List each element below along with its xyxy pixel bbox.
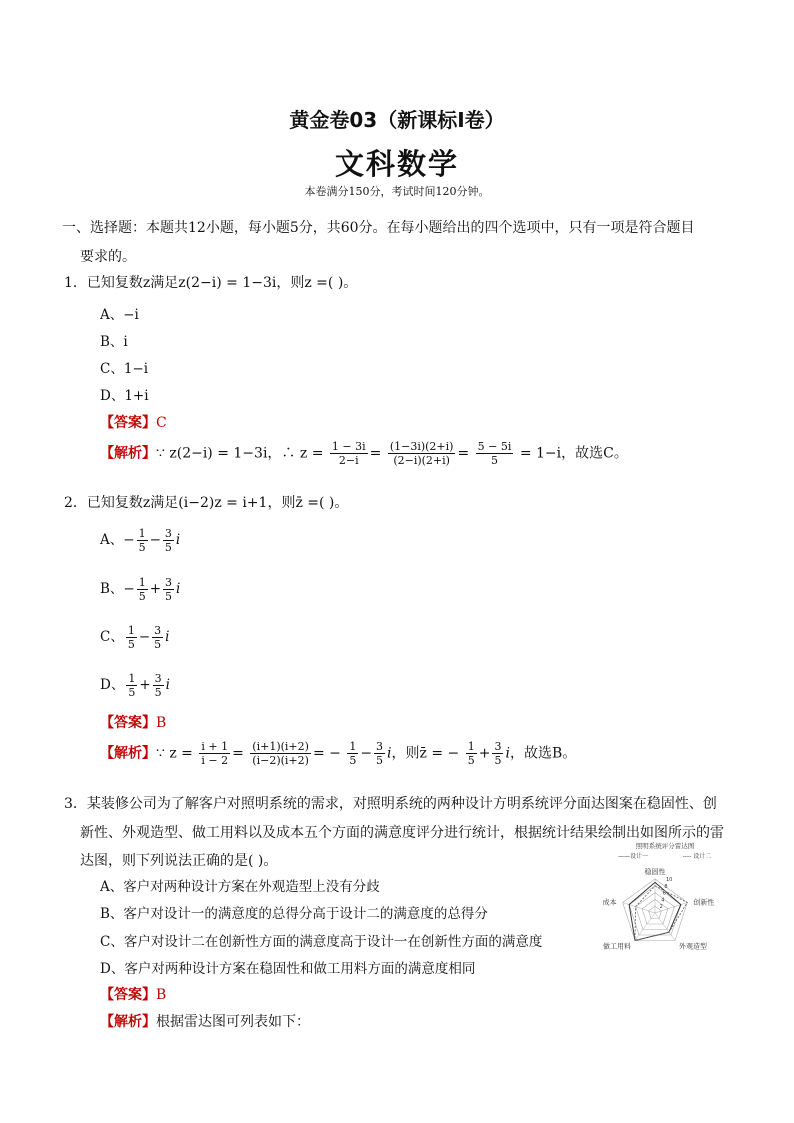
question-3-stem-3: 达图，则下列说法正确的是( )。: [80, 853, 278, 869]
fraction: $\frac{1 - 3i}{2-i}$: [331, 440, 366, 467]
q1-option-d: D、1+i: [100, 388, 149, 404]
analysis-label: 【解析】: [100, 745, 156, 762]
axis-label: 外观造型: [678, 942, 707, 951]
analysis-label: 【解析】: [100, 1014, 156, 1030]
question-3-stem-1: 3．某装修公司为了解客户对照明系统的需求，对照明系统的两种设计方明系统评分面达图案在稳固性、创: [64, 796, 717, 812]
legend-entry: ——设计一: [617, 853, 649, 860]
q2-option-c: C、 $\frac{1}{5}$ − $\frac{3}{5}$ i: [100, 624, 170, 651]
q3-option-c: C、客户对设计二在创新性方面的满意度高于设计一在创新性方面的满意度: [100, 934, 543, 950]
exam-subtitle: 文科数学: [334, 147, 459, 181]
q3-option-b: B、客户对设计一的满意度的总得分高于设计二的满意度的总得分: [100, 906, 488, 922]
fraction: $\frac{(1-3i)(2+i)}{(2-i)(2+i)}$: [389, 440, 454, 467]
tick-label: 4: [661, 897, 665, 904]
q2-option-b: B、− $\frac{1}{5}$ + $\frac{3}{5}$ i: [100, 576, 181, 603]
answer-value: B: [156, 715, 167, 731]
tick-label: 6: [662, 890, 666, 897]
exam-note: 本卷满分150分，考试时间120分钟。: [304, 185, 490, 198]
q1-option-c: C、1−i: [100, 361, 149, 377]
q3-answer: [100, 984, 166, 1004]
analysis-text: = 1−i，故选C。: [519, 445, 628, 462]
section-header: 一、选择题：本题共12小题，每小题5分，共60分。在每小题给出的四个选项中，只有一项是符合题目: [62, 220, 695, 236]
answer-label: 【答案】: [100, 415, 156, 431]
exam-title: 黄金卷03（新课标Ⅰ卷）: [289, 108, 505, 132]
question-3-stem-2: 新性、外观造型、做工用料以及成本五个方面的满意度评分进行统计，根据统计结果绘制出如图所示的雷: [80, 825, 724, 841]
fraction: $\frac{5 - 5i}{5}$: [477, 440, 512, 467]
q2-option-d: D、 $\frac{1}{5}$ + $\frac{3}{5}$ i: [100, 672, 170, 699]
answer-value: C: [156, 415, 167, 431]
tick-label: 2: [659, 904, 663, 911]
answer-value: B: [156, 987, 167, 1003]
q2-answer: [100, 712, 166, 732]
question-2-stem: 2．已知复数z满足(i−2)z = i+1，则z̄ =( )。: [64, 495, 349, 511]
q3-option-d: D、客户对两种设计方案在稳固性和做工用料方面的满意度相同: [100, 961, 476, 977]
answer-label: 【答案】: [100, 987, 156, 1003]
q2-analysis: 【解析】∵ z = $\frac{i + 1}{i - 2}$ = $\frac{(i+1)(i+2)}{(i-2)(i+2)}$ = − $\frac{1}{5}$ − $\frac{3}{5}$ i，则z̄ = − $\frac{1}{5}$ + $\frac{3}{5}$ i，故选B。: [100, 740, 577, 767]
axis-label: 稳固性: [644, 868, 666, 876]
q1-analysis: 【解析】∵ z(2−i) = 1−3i，∴ z = $\frac{1 - 3i}{2-i}$ = $\frac{(1-3i)(2+i)}{(2-i)(2+i)}$ = $\frac{5 - 5i}{5}$ = 1−i，故选C。: [100, 440, 628, 467]
q1-option-a: A、−i: [100, 307, 139, 323]
analysis-label: 【解析】: [100, 445, 156, 462]
q1-option-b: B、i: [100, 334, 128, 350]
answer-label: 【答案】: [100, 715, 156, 731]
series-line: [635, 883, 687, 941]
q2-option-a: A、− $\frac{1}{5}$ − $\frac{3}{5}$ i: [100, 527, 181, 554]
q3-analysis: 【解析】根据雷达图可列表如下：: [100, 1014, 310, 1030]
section-header-cont: 要求的。: [80, 249, 136, 265]
tick-label: 10: [666, 877, 673, 883]
q1-answer: [100, 412, 167, 432]
q3-option-a: A、客户对两种设计方案在外观造型上没有分歧: [100, 879, 380, 895]
analysis-text: ∵ z(2−i) = 1−3i，∴ z =: [156, 445, 324, 462]
axis-label: 做工用料: [603, 942, 632, 951]
radar-chart: [580, 840, 750, 965]
tick-label: 8: [664, 883, 668, 890]
question-1-stem: 1．已知复数z满足z(2−i) = 1−3i，则z =( )。: [64, 275, 358, 291]
chart-title: 照明系统评分雷达图: [635, 842, 695, 850]
axis-label: 创新性: [693, 898, 715, 907]
legend-entry: ---- 设计二: [682, 853, 712, 860]
axis-label: 成本: [602, 898, 617, 907]
